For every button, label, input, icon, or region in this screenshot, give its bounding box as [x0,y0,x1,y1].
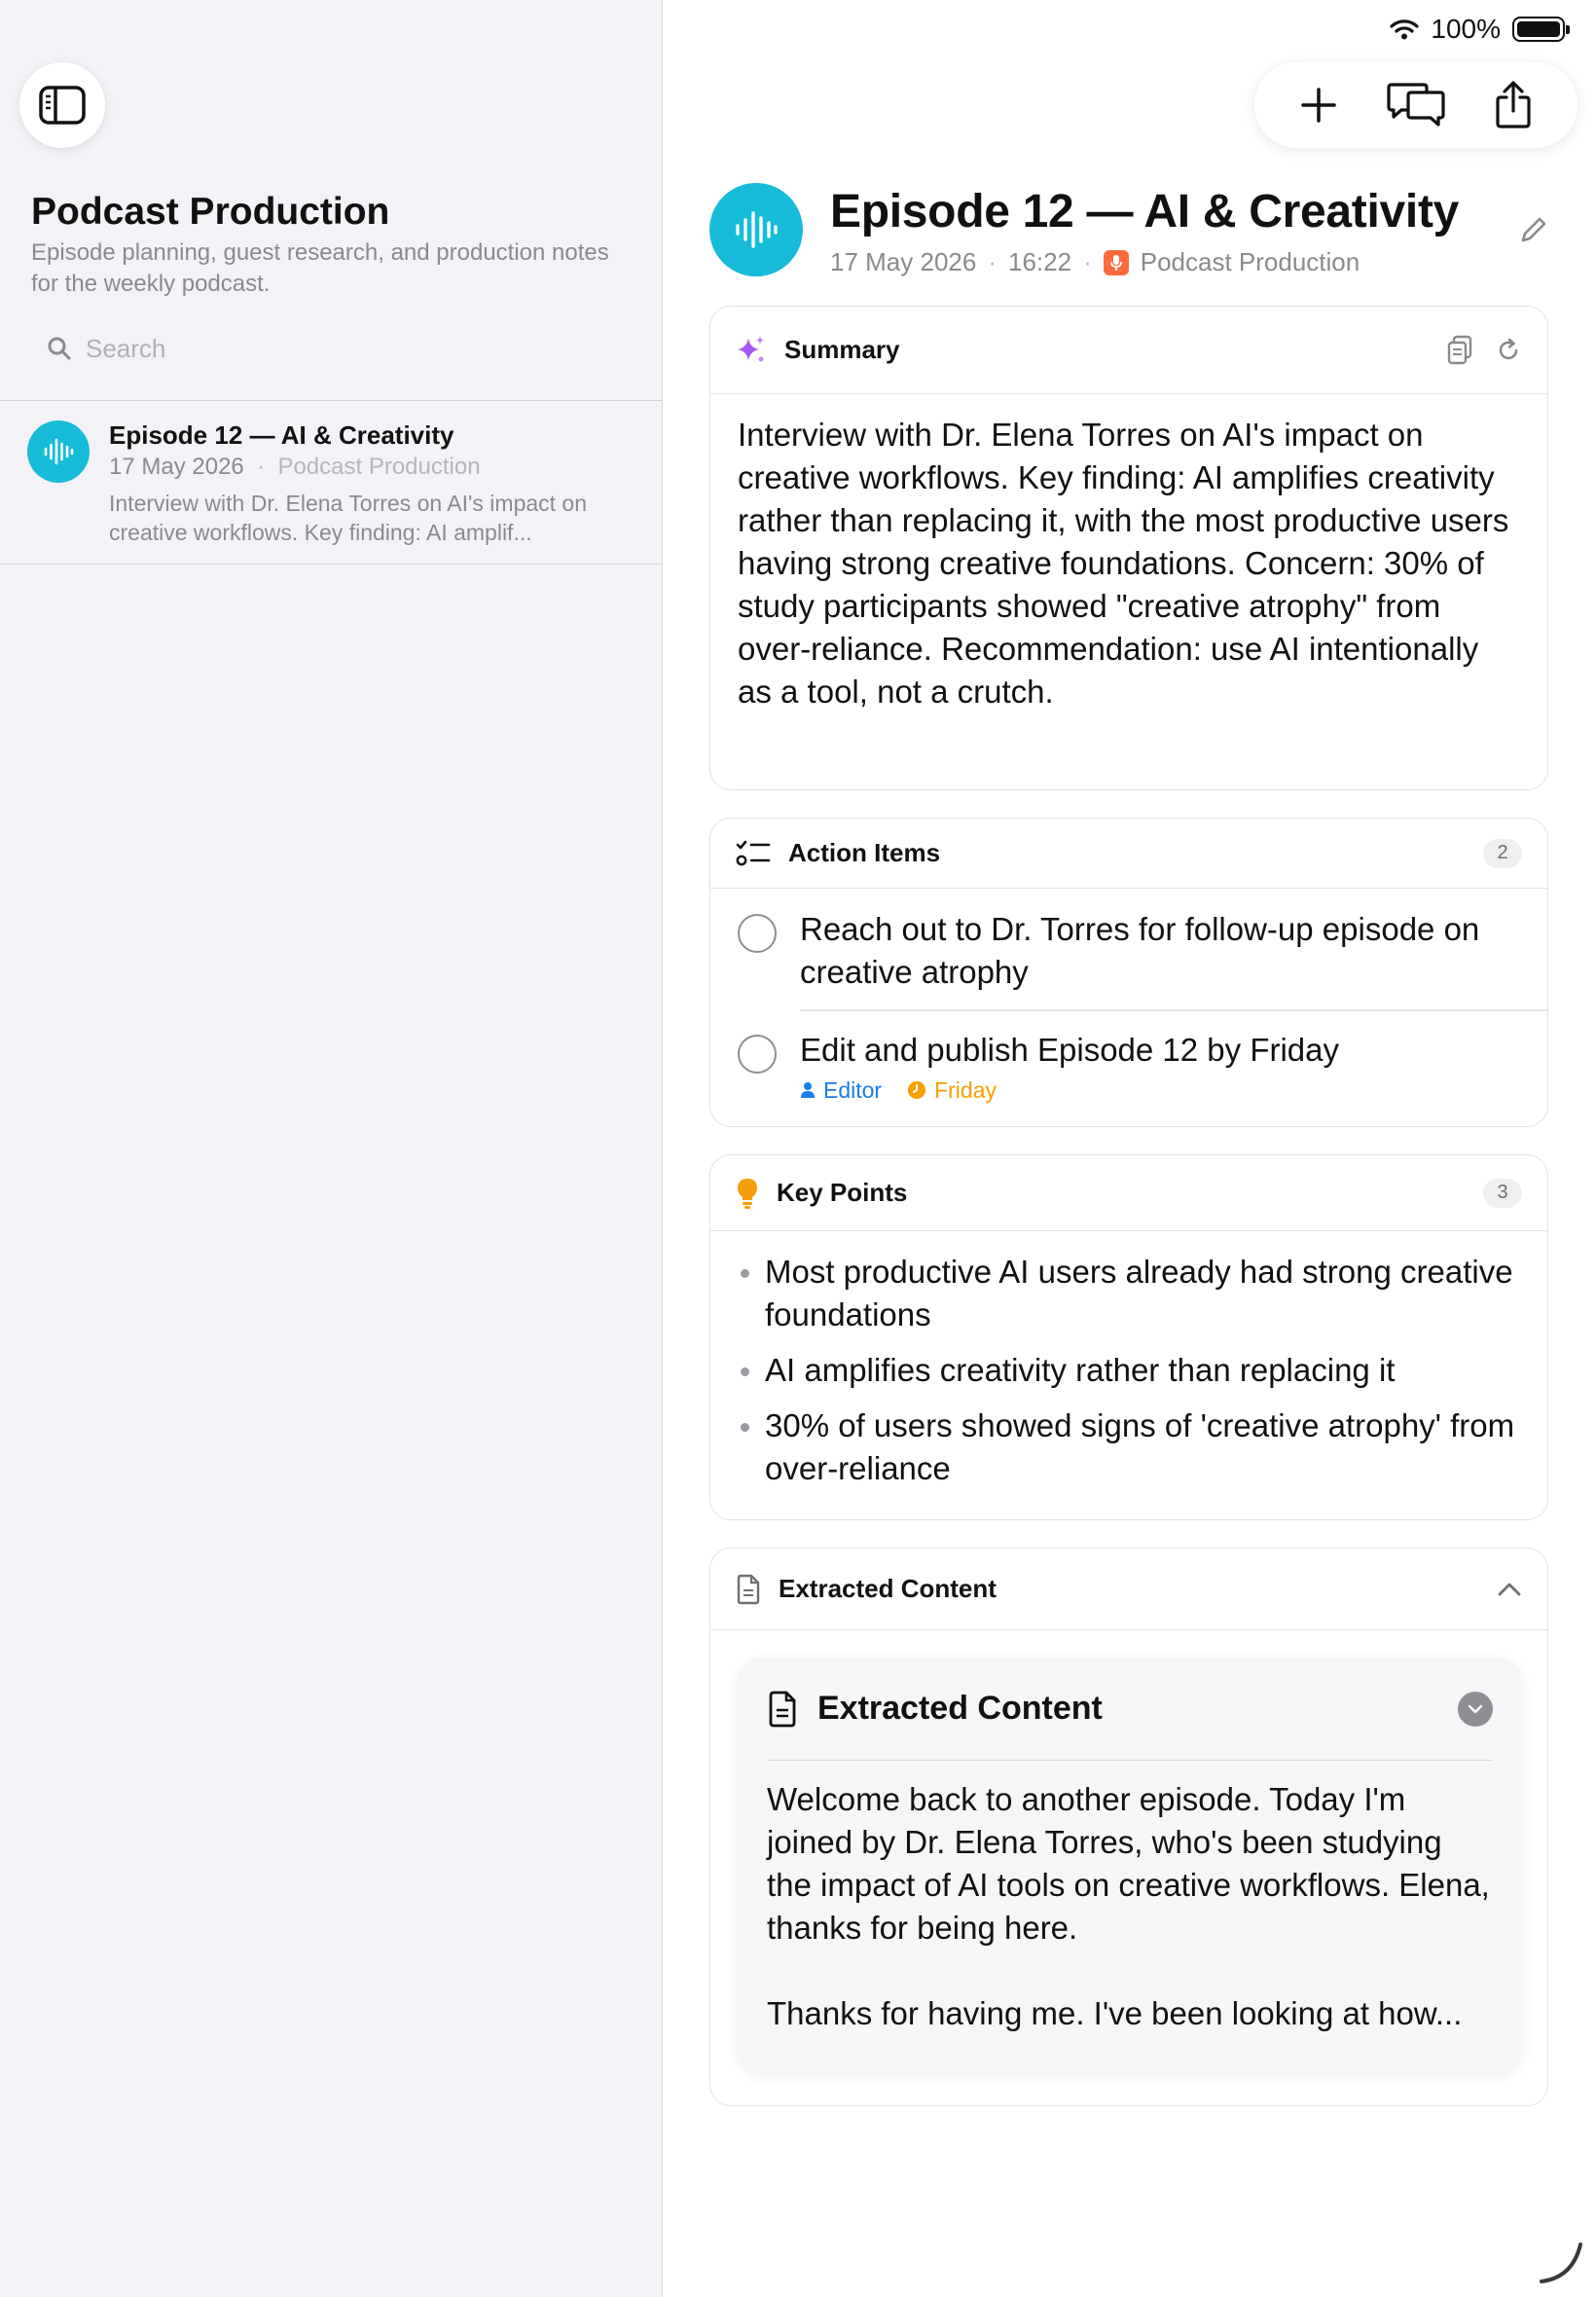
document-icon [736,1574,761,1605]
note-list-item[interactable] [0,401,663,565]
battery-icon [1512,17,1565,42]
waveform-icon [734,210,779,249]
action-items-card [709,818,1548,1127]
assignee-tag[interactable] [800,1077,882,1104]
pencil-icon [1519,215,1548,244]
sidebar-icon [38,85,87,126]
share-button[interactable] [1474,66,1552,144]
search-field[interactable] [31,327,635,370]
sparkles-icon [736,334,767,367]
note-meta [830,247,1360,277]
collapse-button[interactable] [1458,1692,1493,1727]
summary-label: Summary [784,335,900,364]
action-item [710,1011,1547,1104]
due-date-tag[interactable] [907,1077,997,1104]
meta-separator: · [250,454,272,480]
checkbox[interactable] [738,914,777,953]
sidebar [0,0,663,2297]
action-item-text[interactable]: Reach out to Dr. Torres for follow-up episode on creative atrophy [800,911,1480,990]
note-list-title: Episode 12 — AI & Creativity [109,420,454,450]
summary-card [709,306,1548,790]
add-button[interactable] [1280,66,1358,144]
extracted-content-text [738,1761,1522,2053]
meta-separator: · [988,247,997,276]
note-list-date: 17 May 2026 [109,454,244,480]
chevron-down-icon [1467,1703,1484,1715]
note-time: 16:22 [1008,247,1072,276]
document-icon [767,1691,798,1728]
key-points-header [710,1155,1547,1231]
key-point: 30% of users showed signs of 'creative atrophy' from over-reliance [738,1404,1520,1490]
meta-separator: · [1083,247,1092,276]
extracted-content-header[interactable] [710,1549,1547,1630]
battery-percent: 100% [1431,14,1501,44]
person-icon [800,1081,816,1099]
lightbulb-icon [736,1177,759,1210]
extracted-content-panel-title: Extracted Content [817,1690,1103,1727]
note-list-preview: Interview with Dr. Elena Torres on AI's impact on creative workflows. Key finding: AI amplif... [109,491,588,545]
microphone-icon [1104,250,1129,275]
note-list-folder: Podcast Production [277,454,481,480]
transcript-paragraph: Thanks for having me. I've been looking at how... [767,1995,1463,2031]
extracted-content-panel [738,1658,1522,2072]
chat-button[interactable] [1377,66,1455,144]
key-points-count: 3 [1483,1179,1522,1208]
key-point: Most productive AI users already had strong creative foundations [738,1251,1520,1336]
folder-title: Podcast Production [31,191,390,233]
sidebar-toggle-button[interactable] [19,62,105,148]
action-item [710,889,1547,1009]
plus-icon [1300,87,1337,124]
chevron-up-icon[interactable] [1497,1582,1522,1597]
note-list-meta [109,454,481,481]
note-avatar-large [709,183,803,276]
share-icon [1493,80,1534,130]
resize-handle-icon[interactable] [1538,2239,1584,2285]
search-icon [47,336,72,361]
action-item-text[interactable]: Edit and publish Episode 12 by Friday [800,1031,1340,1068]
wifi-icon [1390,18,1419,40]
extracted-content-panel-header[interactable] [767,1658,1493,1761]
key-points-card [709,1154,1548,1520]
note-folder[interactable]: Podcast Production [1140,247,1360,276]
action-items-count: 2 [1483,839,1522,868]
waveform-icon [43,438,74,465]
chat-bubbles-icon [1385,82,1447,128]
action-items-label: Action Items [788,838,941,867]
checkbox[interactable] [738,1035,777,1074]
extracted-content-card [709,1548,1548,2106]
key-points-label: Key Points [777,1178,908,1207]
note-title: Episode 12 — AI & Creativity [830,186,1460,237]
status-indicators [1390,14,1565,45]
summary-text: Interview with Dr. Elena Torres on AI's impact on creative workflows. Key finding: AI amplifies creativity rather than replacing it, with the most productive users having strong creative foundations. Concern: 30% of study participants showed "creative atrophy" from over-reliance. Recommendation: use AI intentionally as a tool, not a crutch. [738,417,1509,710]
assignee-label: Editor [823,1076,883,1103]
key-points-list [710,1231,1547,1490]
refresh-icon[interactable] [1495,337,1522,364]
transcript-paragraph: Welcome back to another episode. Today I'm joined by Dr. Elena Torres, who's been studying the impact of AI tools on creative workflows. Elena, thanks for being here. [767,1781,1490,1946]
checklist-icon [736,839,771,868]
note-date: 17 May 2026 [830,247,977,276]
extracted-content-label: Extracted Content [779,1574,997,1603]
copy-icon[interactable] [1446,335,1473,366]
toolbar [1254,62,1578,148]
clock-icon [907,1080,926,1100]
edit-title-button[interactable] [1516,212,1551,247]
summary-header [710,307,1547,394]
note-avatar [27,420,90,483]
search-input[interactable]: Search [86,333,166,363]
folder-description: Episode planning, guest research, and production notes for the weekly podcast. [31,239,609,297]
due-date-label: Friday [934,1076,997,1103]
key-point: AI amplifies creativity rather than replacing it [738,1349,1520,1392]
action-items-header [710,819,1547,889]
